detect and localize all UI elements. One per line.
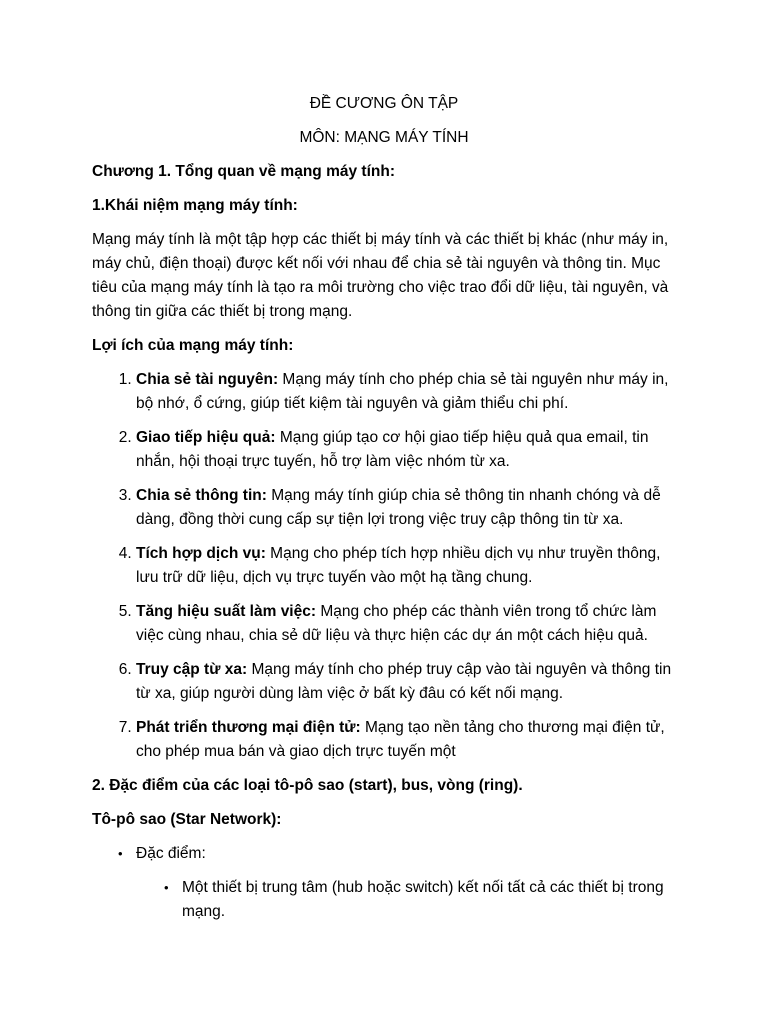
benefit-term: Tăng hiệu suất làm việc: <box>136 603 317 620</box>
benefit-term: Truy cập từ xa: <box>136 661 248 678</box>
benefit-term: Chia sẻ thông tin: <box>136 487 267 504</box>
benefit-term: Chia sẻ tài nguyên: <box>136 371 279 388</box>
section1-paragraph: Mạng máy tính là một tập hợp các thiết bị máy tính và các thiết bị khác (như máy in, máy chủ, điện thoại) được kết nối với nhau để chia sẻ tài nguyên và thông tin. Mục tiêu của mạng máy tính là tạo ra môi trường cho việc trao đổi dữ liệu, tài nguyên, và thông tin giữa các thiết bị trong mạng. <box>92 231 669 320</box>
benefit-text: Mạng máy tính cho phép chia sẻ tài nguyên như máy in, bộ nhớ, ổ cứng, giúp tiết kiệm tài nguyên và giảm thiểu chi phí. <box>136 371 669 412</box>
bullet-icon: • <box>164 880 169 895</box>
benefit-text: Mạng cho phép tích hợp nhiều dịch vụ như truyền thông, lưu trữ dữ liệu, dịch vụ trực tuyến vào một hạ tầng chung. <box>136 545 661 586</box>
benefits-heading: Lợi ích của mạng máy tính: <box>92 337 294 354</box>
benefits-list <box>92 368 676 764</box>
benefit-text: Mạng máy tính giúp chia sẻ thông tin nhanh chóng và dễ dàng, đồng thời cung cấp sự tiện lợi trong việc truy cập thông tin từ xa. <box>136 487 661 528</box>
benefit-term: Giao tiếp hiệu quả: <box>136 429 276 446</box>
benefit-item <box>136 716 676 764</box>
benefit-term: Tích hợp dịch vụ: <box>136 545 266 562</box>
document-subtitle: MÔN: MẠNG MÁY TÍNH <box>299 129 469 146</box>
benefit-text: Mạng máy tính cho phép truy cập vào tài nguyên và thông tin từ xa, giúp người dùng làm việc ở bất kỳ đâu có kết nối mạng. <box>136 661 672 702</box>
section1-heading: 1.Khái niệm mạng máy tính: <box>92 197 298 214</box>
benefit-item <box>136 426 676 474</box>
benefit-item <box>136 658 676 706</box>
benefit-item <box>136 484 676 532</box>
chapter-heading: Chương 1. Tổng quan về mạng máy tính: <box>92 163 395 180</box>
benefit-item <box>136 542 676 590</box>
section2-heading: 2. Đặc điểm của các loại tô-pô sao (start), bus, vòng (ring). <box>92 777 523 794</box>
star-sub-bullet-text: Một thiết bị trung tâm (hub hoặc switch) kết nối tất cả các thiết bị trong mạng. <box>182 879 664 920</box>
benefit-term: Phát triển thương mại điện tử: <box>136 719 361 736</box>
benefit-text: Mạng giúp tạo cơ hội giao tiếp hiệu quả qua email, tin nhắn, hội thoại trực tuyến, hỗ trợ làm việc nhóm từ xa. <box>136 429 649 470</box>
benefit-text: Mạng cho phép các thành viên trong tổ chức làm việc cùng nhau, chia sẻ dữ liệu và thực hiện các dự án một cách hiệu quả. <box>136 603 657 644</box>
star-bullet-list <box>92 842 676 924</box>
star-topology-heading: Tô-pô sao (Star Network): <box>92 811 282 828</box>
star-sub-bullet-item <box>164 876 676 924</box>
benefit-item <box>136 600 676 648</box>
star-bullet-item <box>118 842 676 924</box>
bullet-icon: • <box>118 846 123 861</box>
document-title: ĐỀ CƯƠNG ÔN TẬP <box>309 95 459 112</box>
star-bullet-text: Đặc điểm: <box>136 845 206 862</box>
star-sub-bullet-list <box>136 876 676 924</box>
benefit-item <box>136 368 676 416</box>
benefit-text: Mạng tạo nền tảng cho thương mại điện tử, cho phép mua bán và giao dịch trực tuyến một <box>136 719 665 760</box>
